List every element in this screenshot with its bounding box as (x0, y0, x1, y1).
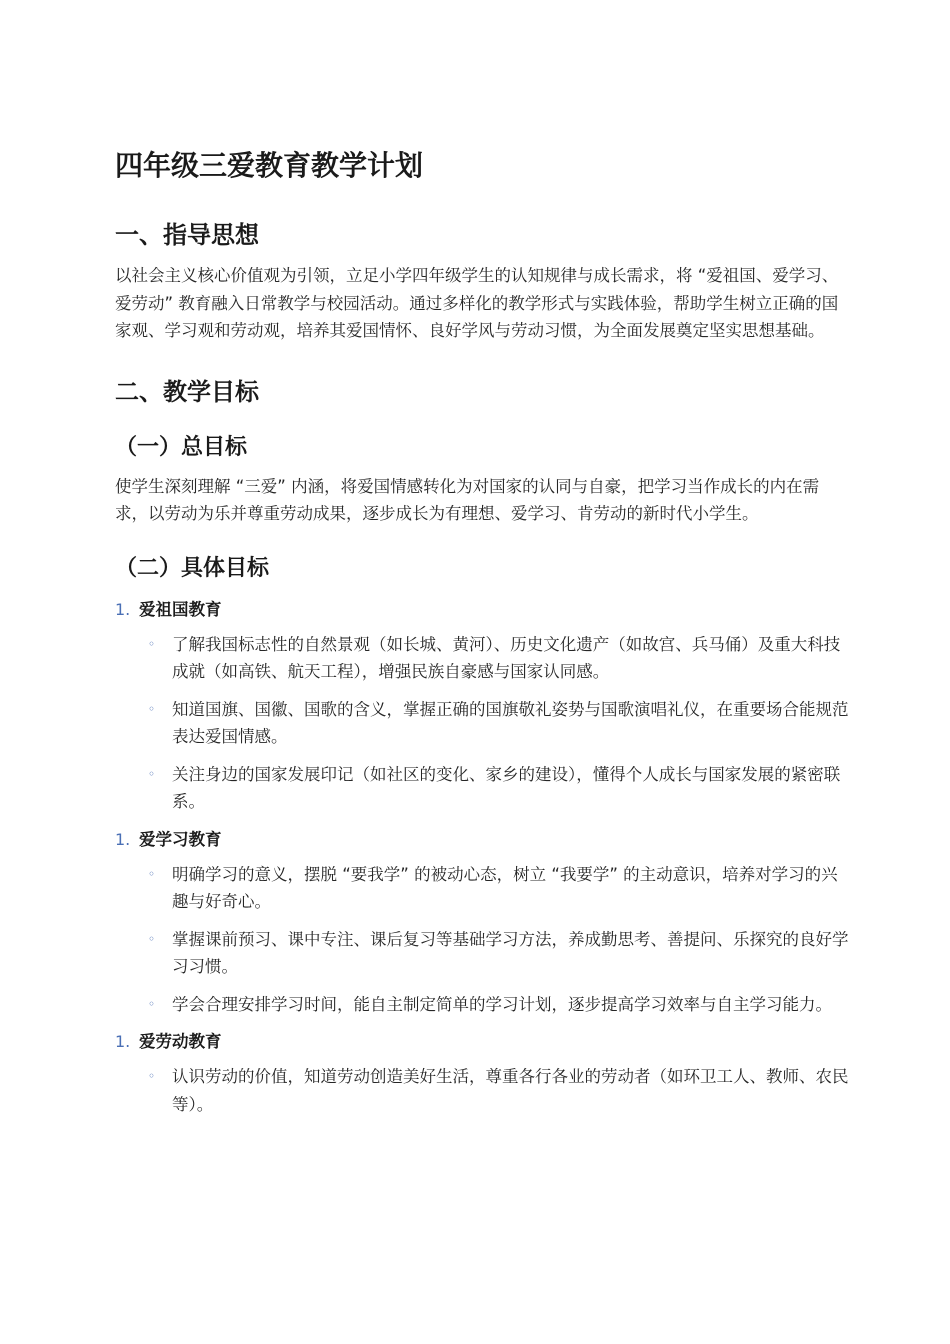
list-item-text: 学会合理安排学习时间，能自主制定简单的学习计划，逐步提高学习效率与自主学习能力。 (172, 994, 832, 1014)
list-item-text: 知道国旗、国徽、国歌的含义，掌握正确的国旗敬礼姿势与国歌演唱礼仪，在重要场合能规范表达爱国情感。 (172, 699, 849, 746)
section-heading-teaching-goals: 二、教学目标 (115, 377, 259, 406)
goal-title: 爱学习教育 (139, 829, 222, 849)
hollow-bullet-icon: ◦ (148, 931, 156, 946)
hollow-bullet-icon: ◦ (148, 1069, 156, 1083)
list-item (115, 926, 850, 981)
hollow-bullet-icon: ◦ (148, 636, 156, 651)
list-item (115, 1063, 850, 1118)
hollow-bullet-icon: ◦ (148, 996, 156, 1011)
goal-number: 1. (115, 599, 131, 619)
guiding-ideology-paragraph: 以社会主义核心价值观为引领，立足小学四年级学生的认知规律与成长需求，将 “爱祖国、爱学习、爱劳动” 教育融入日常教学与校园活动。通过多样化的教学形式与实践体验，帮助学生树立正确的国家观、学习观和劳动观，培养其爱国情怀、良好学风与劳动习惯，为全面发展奠定坚实思想基础。 (115, 266, 839, 340)
goal-sub-list (115, 1063, 850, 1118)
goal-header (115, 1028, 850, 1055)
list-item (115, 761, 850, 816)
goal-item-learning (115, 826, 850, 1019)
goal-item-patriotism (115, 596, 850, 816)
list-item (115, 696, 850, 751)
goal-number: 1. (115, 1032, 131, 1051)
list-item (115, 861, 850, 916)
list-item-text: 掌握课前预习、课中专注、课后复习等基础学习方法，养成勤思考、善提问、乐探究的良好学习习惯。 (172, 929, 849, 976)
list-item-text: 明确学习的意义，摆脱 “要我学” 的被动心态，树立 “我要学” 的主动意识，培养对学习的兴趣与好奇心。 (172, 864, 838, 911)
hollow-bullet-icon: ◦ (148, 766, 156, 781)
list-item (115, 631, 850, 686)
overall-goal-paragraph: 使学生深刻理解 “三爱” 内涵，将爱国情感转化为对国家的认同与自豪，把学习当作成长的内在需求，以劳动为乐并尊重劳动成果，逐步成长为有理想、爱学习、肯劳动的新时代小学生。 (115, 476, 820, 523)
goal-header (115, 596, 850, 623)
list-item-text: 认识劳动的价值，知道劳动创造美好生活，尊重各行各业的劳动者（如环卫工人、教师、农民等）。 (172, 1067, 849, 1114)
hollow-bullet-icon: ◦ (148, 866, 156, 881)
document-page (115, 146, 850, 1128)
goal-header (115, 826, 850, 853)
goal-item-labor (115, 1028, 850, 1118)
goal-title: 爱劳动教育 (139, 1032, 222, 1051)
goal-number: 1. (115, 829, 131, 849)
section-heading-guiding-ideology: 一、指导思想 (115, 221, 259, 249)
list-item (115, 991, 850, 1019)
list-item-text: 了解我国标志性的自然景观（如长城、黄河）、历史文化遗产（如故宫、兵马俑）及重大科技成就（如高铁、航天工程），增强民族自豪感与国家认同感。 (172, 634, 841, 681)
goal-title: 爱祖国教育 (139, 599, 222, 619)
subsection-heading-specific-goals: （二）具体目标 (115, 555, 270, 581)
document-title: 四年级三爱教育教学计划 (115, 149, 424, 182)
hollow-bullet-icon: ◦ (148, 701, 156, 716)
goal-sub-list (115, 861, 850, 1019)
specific-goals-list (115, 596, 850, 1119)
goal-sub-list (115, 631, 850, 816)
list-item-text: 关注身边的国家发展印记（如社区的变化、家乡的建设），懂得个人成长与国家发展的紧密联系。 (172, 764, 841, 811)
subsection-heading-overall-goal: （一）总目标 (115, 434, 248, 460)
